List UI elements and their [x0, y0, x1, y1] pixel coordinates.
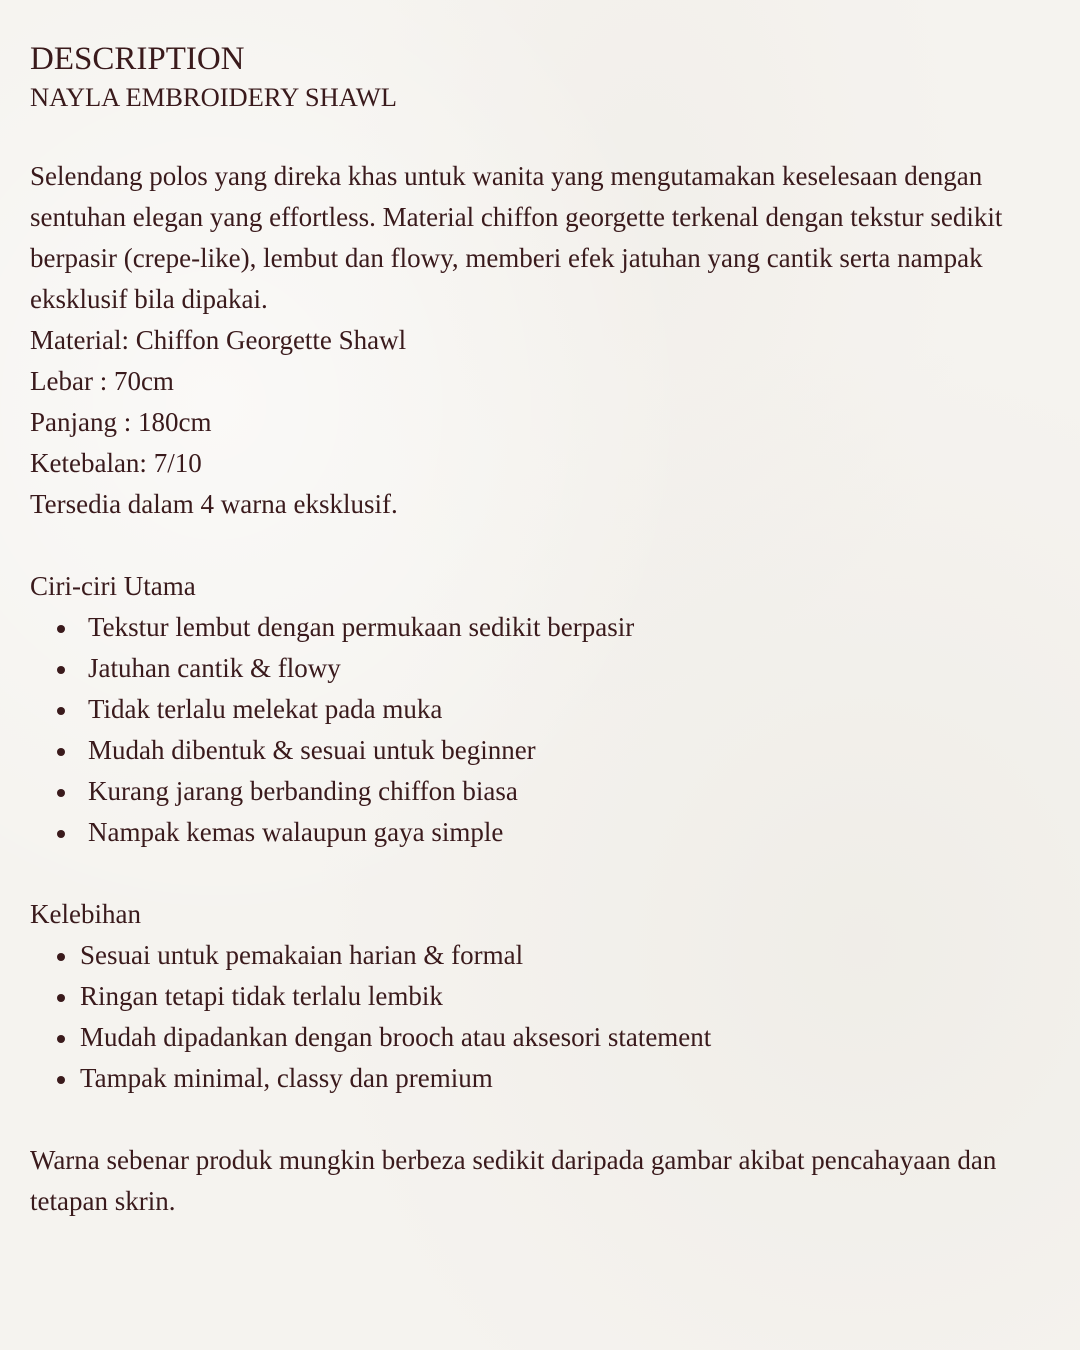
list-item-text: Nampak kemas walaupun gaya simple — [88, 817, 504, 847]
bullet-icon — [57, 994, 65, 1002]
features-list — [30, 607, 1050, 853]
bullet-icon — [57, 707, 65, 715]
list-item — [30, 935, 1050, 976]
bullet-icon — [57, 1035, 65, 1043]
features-heading: Ciri-ciri Utama — [30, 571, 196, 601]
bullet-icon — [57, 953, 65, 961]
spec-width: Lebar : 70cm — [30, 366, 174, 396]
product-name: NAYLA EMBROIDERY SHAWL — [30, 82, 397, 112]
product-description — [30, 38, 1050, 1222]
list-item-text: Sesuai untuk pemakaian harian & formal — [80, 940, 524, 970]
list-item-text: Ringan tetapi tidak terlalu lembik — [80, 981, 443, 1011]
list-item-text: Mudah dipadankan dengan brooch atau aksesori statement — [80, 1022, 712, 1052]
list-item — [30, 1017, 1050, 1058]
advantages-section — [30, 894, 1050, 1099]
advantages-list — [30, 935, 1050, 1099]
list-item — [30, 607, 1050, 648]
bullet-icon — [57, 625, 65, 633]
list-item — [30, 976, 1050, 1017]
bullet-icon — [57, 666, 65, 674]
spec-thickness: Ketebalan: 7/10 — [30, 448, 202, 478]
list-item — [30, 730, 1050, 771]
list-item — [30, 1058, 1050, 1099]
features-section — [30, 566, 1050, 853]
list-item — [30, 771, 1050, 812]
specs-block — [30, 320, 1050, 525]
spec-length: Panjang : 180cm — [30, 407, 212, 437]
list-item-text: Tekstur lembut dengan permukaan sedikit berpasir — [88, 612, 635, 642]
spec-material: Material: Chiffon Georgette Shawl — [30, 325, 407, 355]
advantages-heading: Kelebihan — [30, 899, 141, 929]
list-item — [30, 812, 1050, 853]
bullet-icon — [57, 748, 65, 756]
bullet-icon — [57, 789, 65, 797]
list-item-text: Mudah dibentuk & sesuai untuk beginner — [88, 735, 536, 765]
list-item-text: Kurang jarang berbanding chiffon biasa — [88, 776, 518, 806]
bullet-icon — [57, 830, 65, 838]
intro-paragraph: Selendang polos yang direka khas untuk wanita yang mengutamakan keselesaan dengan sentuhan elegan yang effortless. Material chiffon georgette terkenal dengan tekstur sedikit berpasir (crepe-like), lembut dan flowy, memberi efek jatuhan yang cantik serta nampak eksklusif bila dipakai. — [30, 161, 1003, 314]
color-disclaimer: Warna sebenar produk mungkin berbeza sedikit daripada gambar akibat pencahayaan dan tetapan skrin. — [30, 1145, 997, 1216]
bullet-icon — [57, 1076, 65, 1084]
spec-availability: Tersedia dalam 4 warna eksklusif. — [30, 489, 398, 519]
page-title: DESCRIPTION — [30, 41, 245, 77]
list-item-text: Tidak terlalu melekat pada muka — [88, 694, 443, 724]
list-item-text: Tampak minimal, classy dan premium — [80, 1063, 493, 1093]
list-item — [30, 648, 1050, 689]
list-item-text: Jatuhan cantik & flowy — [88, 653, 341, 683]
list-item — [30, 689, 1050, 730]
